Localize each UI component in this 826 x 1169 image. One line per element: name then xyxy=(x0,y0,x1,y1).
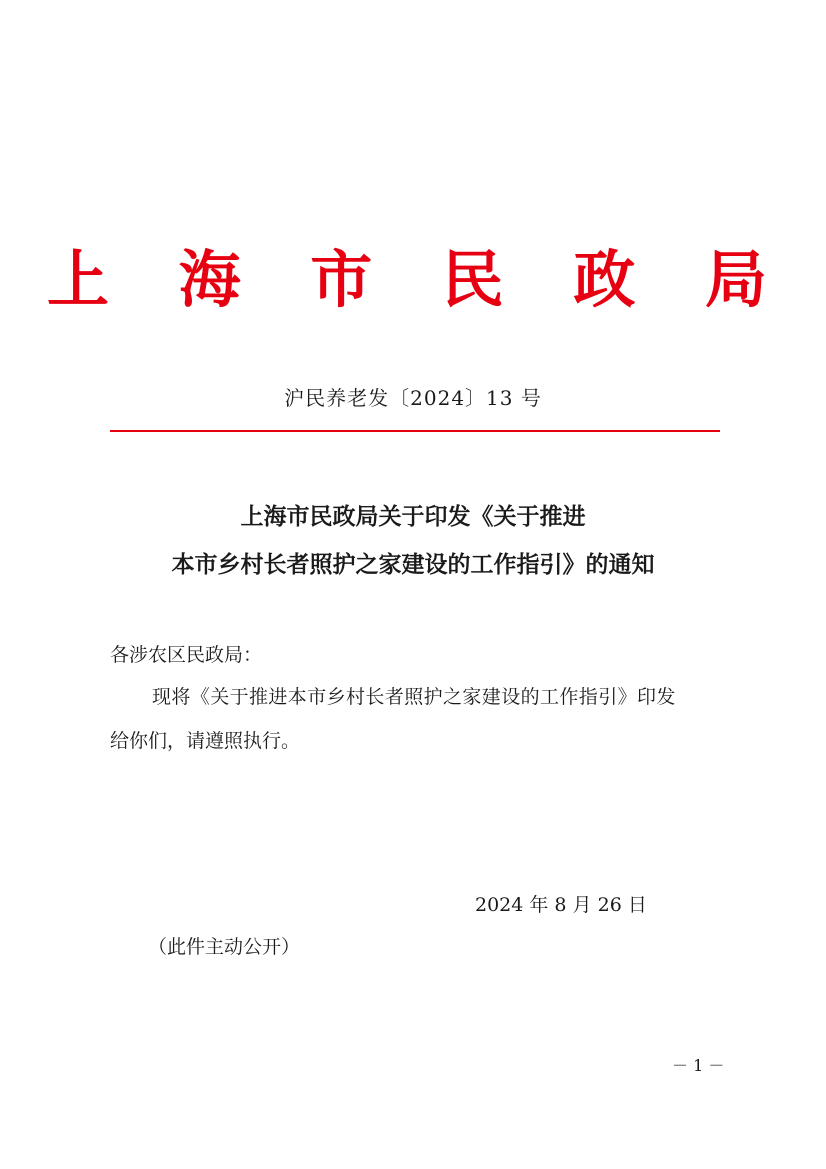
issue-date: 2024 年 8 月 26 日 xyxy=(475,894,647,916)
issuing-agency-title: 上 海 市 民 政 局 xyxy=(47,243,791,316)
document-number: 沪民养老发〔2024〕13 号 xyxy=(284,386,542,410)
notice-title-line-2: 本市乡村长者照护之家建设的工作指引》的通知 xyxy=(171,552,655,578)
body-paragraph-line-2: 给你们，请遵照执行。 xyxy=(110,730,301,752)
page-number: － 1 － xyxy=(672,1056,725,1075)
red-divider-line xyxy=(110,430,720,432)
salutation: 各涉农区民政局： xyxy=(110,644,263,666)
disclosure-note: （此件主动公开） xyxy=(148,936,301,958)
body-paragraph-line-1: 现将《关于推进本市乡村长者照护之家建设的工作指引》印发 xyxy=(152,686,676,708)
notice-title-line-1: 上海市民政局关于印发《关于推进 xyxy=(240,504,586,530)
